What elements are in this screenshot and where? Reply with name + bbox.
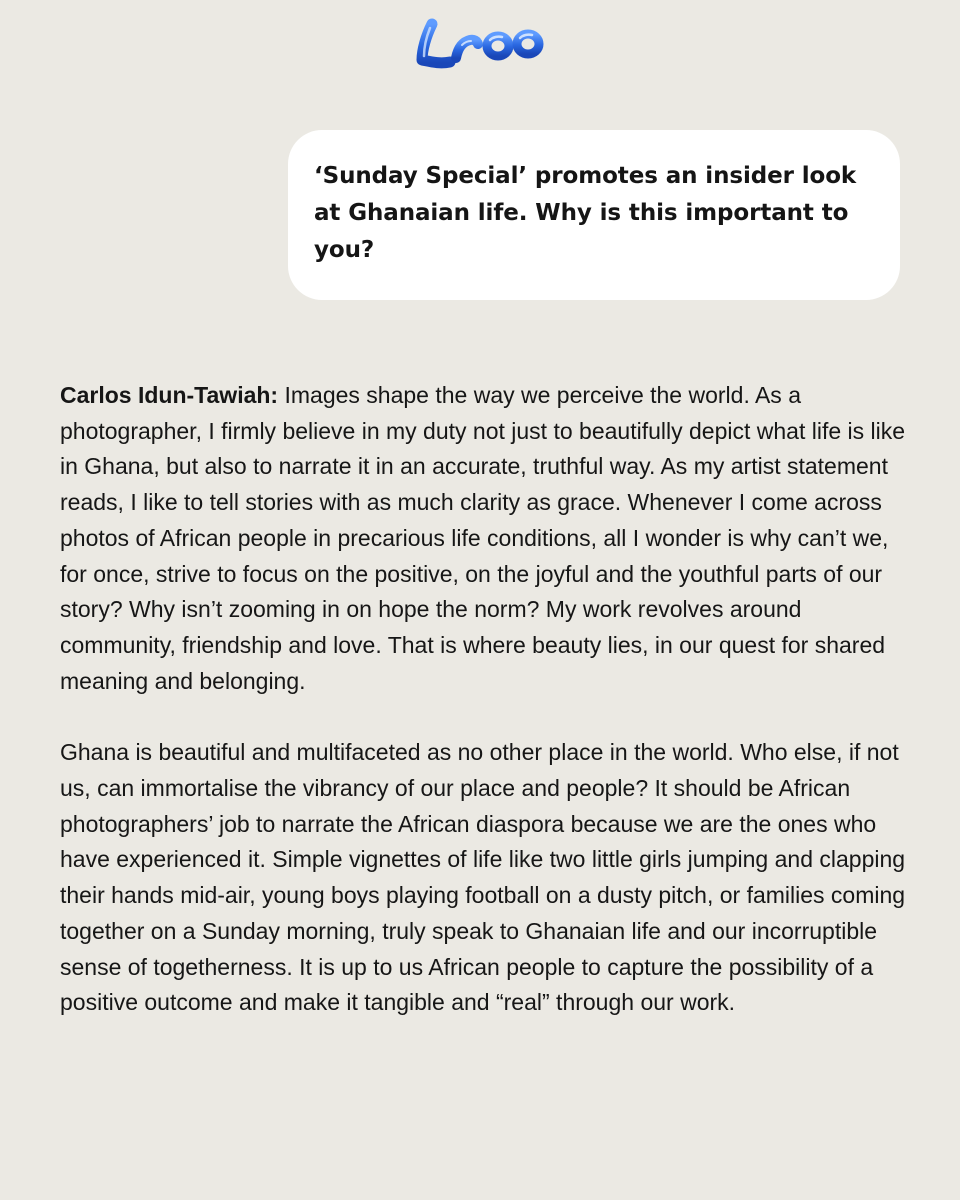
question-text: ‘Sunday Special’ promotes an insider look at Ghanaian life. Why is this important to you? xyxy=(314,163,857,263)
answer-paragraph-1-text: Images shape the way we perceive the world. As a photographer, I firmly believe in my duty not just to beautifully depict what life is like in Ghana, but also to narrate it in an accurate, truthful way. As my artist statement reads, I like to tell stories with as much clarity as grace. Whenever I come across photos of African people in precarious life conditions, all I wonder is why can’t we, for once, strive to focus on the positive, on the joyful and the youthful parts of our story? Why isn’t zooming in on hope the norm? My work revolves around community, friendship and love. That is where beauty lies, in our quest for shared meaning and belonging. xyxy=(60,382,906,694)
answer-body xyxy=(60,378,920,1021)
logo-letters xyxy=(422,24,539,63)
bubble-wordmark-logo xyxy=(410,12,550,76)
speaker-name: Carlos Idun-Tawiah: xyxy=(60,382,279,408)
answer-paragraph-2: Ghana is beautiful and multifaceted as no other place in the world. Who else, if not us, can immortalise the vibrancy of our place and people? It should be African photographers’ job to narrate the African diaspora because we are the ones who have experienced it. Simple vignettes of life like two little girls jumping and clapping their hands mid-air, young boys playing football on a dusty pitch, or families coming together on a Sunday morning, truly speak to Ghanaian life and our incorruptible sense of togetherness. It is up to us African people to capture the possibility of a positive outcome and make it tangible and “real” through our work. xyxy=(60,739,906,1016)
answer-paragraph-1 xyxy=(60,378,920,699)
question-bubble xyxy=(288,130,900,300)
